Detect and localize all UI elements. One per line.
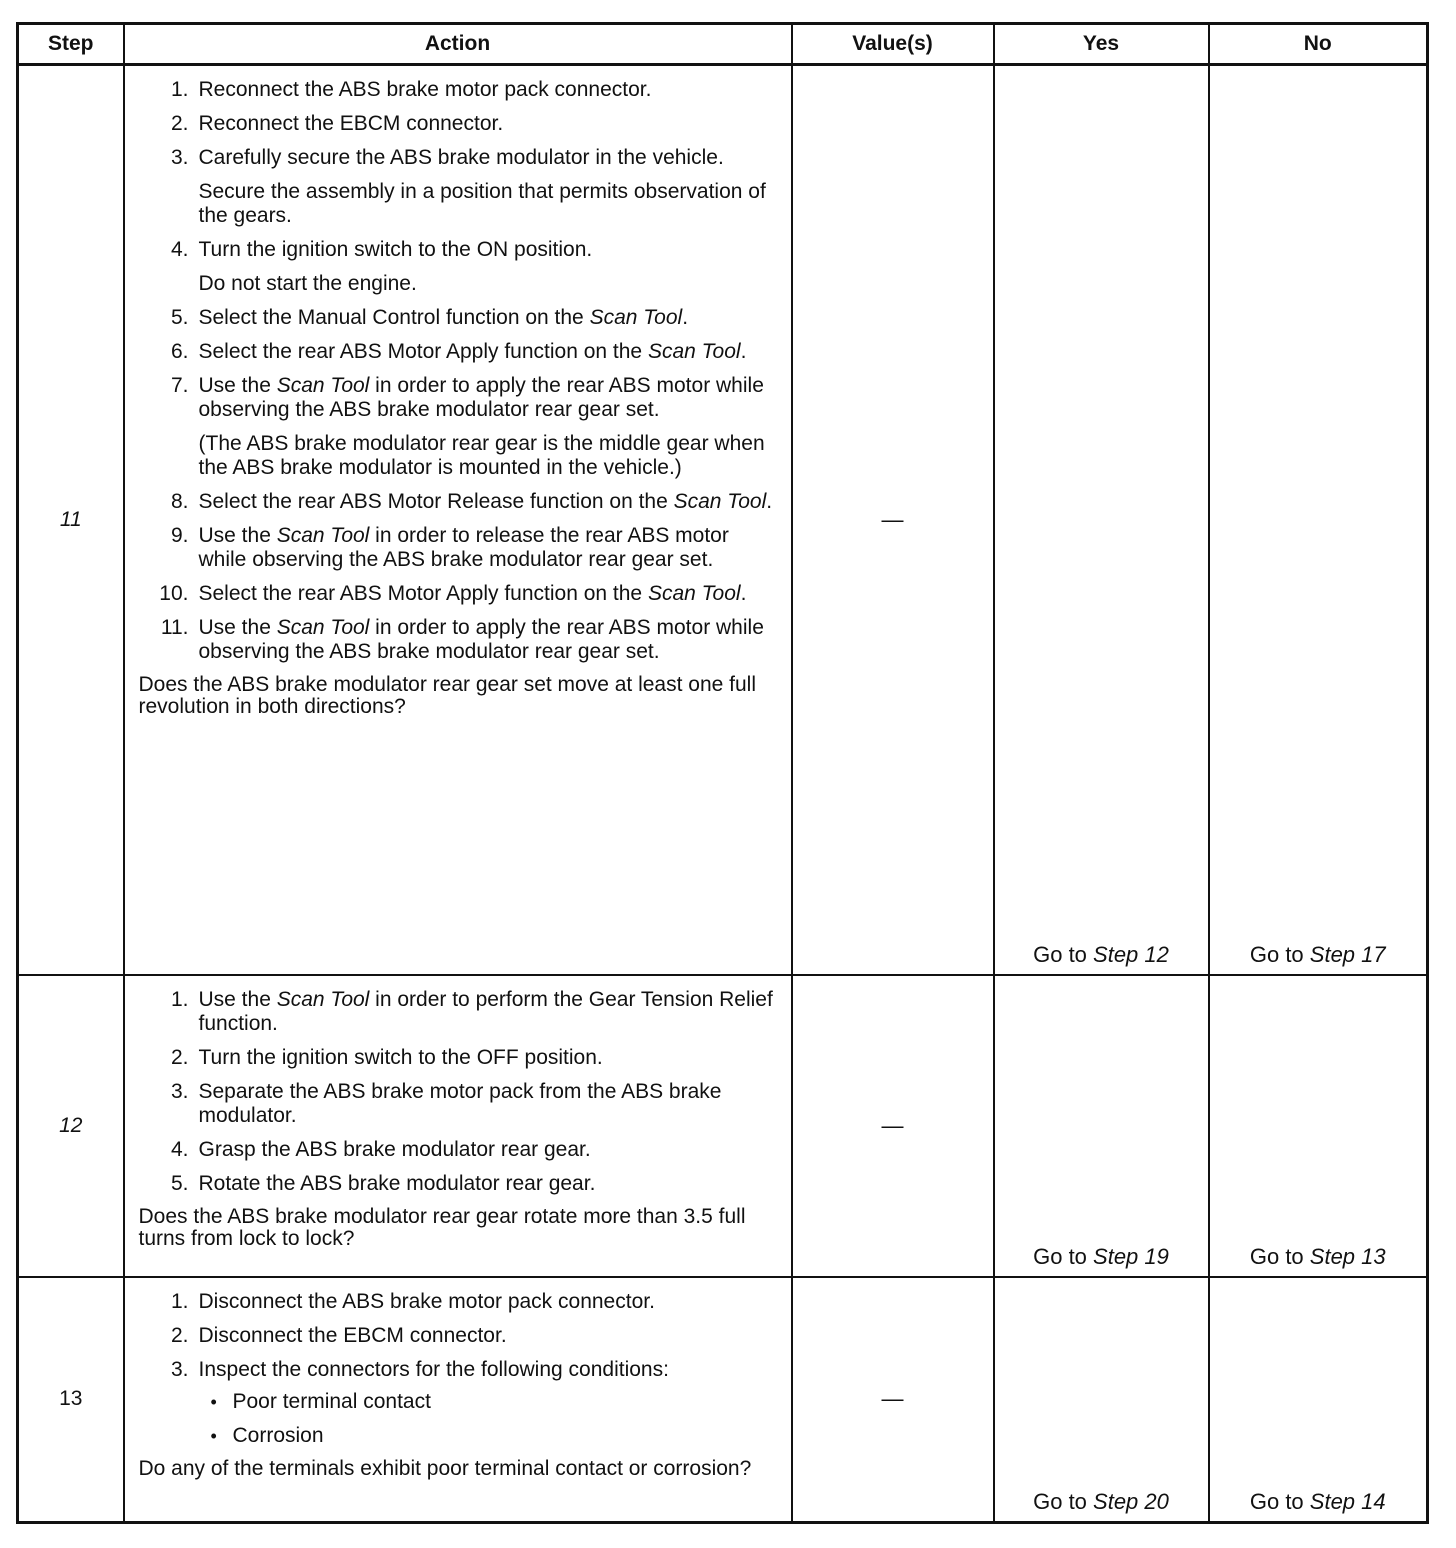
list-item: 4. Turn the ignition switch to the ON position. Do not start the engine. bbox=[139, 238, 781, 296]
action-cell bbox=[124, 975, 792, 1277]
condition-list bbox=[199, 1390, 781, 1448]
yes-cell: Go to Step 19 bbox=[994, 975, 1209, 1277]
list-item: 5. Select the Manual Control function on the Scan Tool. bbox=[170, 306, 689, 329]
action-list bbox=[139, 78, 781, 664]
no-step-link: Step 17 bbox=[1309, 941, 1386, 967]
step-number-cell bbox=[18, 975, 124, 1277]
header-yes: Yes bbox=[994, 24, 1209, 65]
value-cell: — bbox=[792, 975, 994, 1277]
yes-step-link: Step 19 bbox=[1093, 1243, 1169, 1269]
list-item: 5. Rotate the ABS brake modulator rear gear. bbox=[170, 1171, 596, 1195]
list-item: 11. Use the Scan Tool in order to apply the rear ABS motor while observing the ABS brake modulator rear gear set. bbox=[160, 616, 764, 663]
list-item-note: Secure the assembly in a position that permits observation of the gears. bbox=[198, 180, 766, 227]
table-row-step-13 bbox=[18, 1277, 1428, 1523]
value-cell: — bbox=[792, 65, 994, 975]
yes-step-link: Step 20 bbox=[1093, 1489, 1169, 1514]
no-cell: Go to Step 17 bbox=[1209, 65, 1428, 975]
bullet-item: • Corrosion bbox=[199, 1424, 781, 1448]
header-action: Action bbox=[124, 24, 792, 65]
yes-cell: Go to Step 20 bbox=[994, 1277, 1209, 1523]
yes-cell: Go to Step 12 bbox=[994, 65, 1209, 975]
action-list bbox=[139, 988, 781, 1196]
yes-step-link: Step 12 bbox=[1093, 941, 1169, 967]
list-item: 1. Reconnect the ABS brake motor pack connector. bbox=[170, 78, 652, 101]
list-item: 1. Disconnect the ABS brake motor pack connector. bbox=[170, 1289, 655, 1313]
list-item: 2. Disconnect the EBCM connector. bbox=[170, 1323, 507, 1347]
header-step: Step bbox=[18, 24, 124, 65]
list-item: 3. Inspect the connectors for the following conditions: • Poor terminal contact • Corrosion bbox=[139, 1358, 781, 1448]
list-item-note: Do not start the engine. bbox=[198, 272, 417, 295]
no-step-link: Step 14 bbox=[1309, 1489, 1386, 1514]
list-item: 7. Use the Scan Tool in order to apply the rear ABS motor while observing the ABS brake modulator rear gear set. (The ABS brake modulator rear gear is the middle gear when the ABS brake modulator is mounted in the vehicle.) bbox=[139, 374, 781, 480]
step-number: 13 bbox=[59, 1387, 83, 1411]
table-row-step-11 bbox=[18, 65, 1428, 975]
step-number: 12 bbox=[59, 1113, 83, 1137]
header-values: Value(s) bbox=[792, 24, 994, 65]
table-row-step-12 bbox=[18, 975, 1428, 1277]
step-number-cell bbox=[18, 65, 124, 975]
list-item: 9. Use the Scan Tool in order to release the rear ABS motor while observing the ABS brake modulator rear gear set. bbox=[170, 524, 729, 571]
question-text: Do any of the terminals exhibit poor terminal contact or corrosion? bbox=[138, 1456, 752, 1480]
list-item: 6. Select the rear ABS Motor Apply function on the Scan Tool. bbox=[170, 340, 747, 363]
list-item: 10. Select the rear ABS Motor Apply function on the Scan Tool. bbox=[159, 582, 747, 605]
list-item: 4. Grasp the ABS brake modulator rear gear. bbox=[170, 1137, 591, 1161]
value-cell: — bbox=[792, 1277, 994, 1523]
bullet-item: • Poor terminal contact bbox=[199, 1390, 781, 1414]
question-text: Does the ABS brake modulator rear gear set move at least one full revolution in both directions? bbox=[138, 673, 757, 718]
step-number-cell bbox=[18, 1277, 124, 1523]
step-number: 11 bbox=[59, 507, 82, 531]
question-text: Does the ABS brake modulator rear gear rotate more than 3.5 full turns from lock to lock? bbox=[138, 1204, 746, 1250]
list-item: 2. Reconnect the EBCM connector. bbox=[170, 112, 504, 135]
no-step-link: Step 13 bbox=[1309, 1243, 1386, 1269]
list-item: 1. Use the Scan Tool in order to perform the Gear Tension Relief function. bbox=[170, 987, 773, 1035]
header-row bbox=[18, 24, 1428, 65]
list-item: 2. Turn the ignition switch to the OFF position. bbox=[170, 1045, 603, 1069]
action-cell bbox=[124, 1277, 792, 1523]
diagnostic-table bbox=[16, 22, 1429, 1524]
no-cell: Go to Step 13 bbox=[1209, 975, 1428, 1277]
header-no: No bbox=[1209, 24, 1428, 65]
list-item: 3. Separate the ABS brake motor pack from the ABS brake modulator. bbox=[170, 1079, 722, 1127]
no-cell: Go to Step 14 bbox=[1209, 1277, 1428, 1523]
action-cell bbox=[124, 65, 792, 975]
list-item: 8. Select the rear ABS Motor Release function on the Scan Tool. bbox=[170, 490, 773, 513]
list-item: 3. Carefully secure the ABS brake modulator in the vehicle. Secure the assembly in a position that permits observation of the gears. bbox=[139, 146, 781, 228]
list-item-note: (The ABS brake modulator rear gear is the middle gear when the ABS brake modulator is mounted in the vehicle.) bbox=[198, 432, 765, 479]
action-list bbox=[139, 1290, 781, 1448]
